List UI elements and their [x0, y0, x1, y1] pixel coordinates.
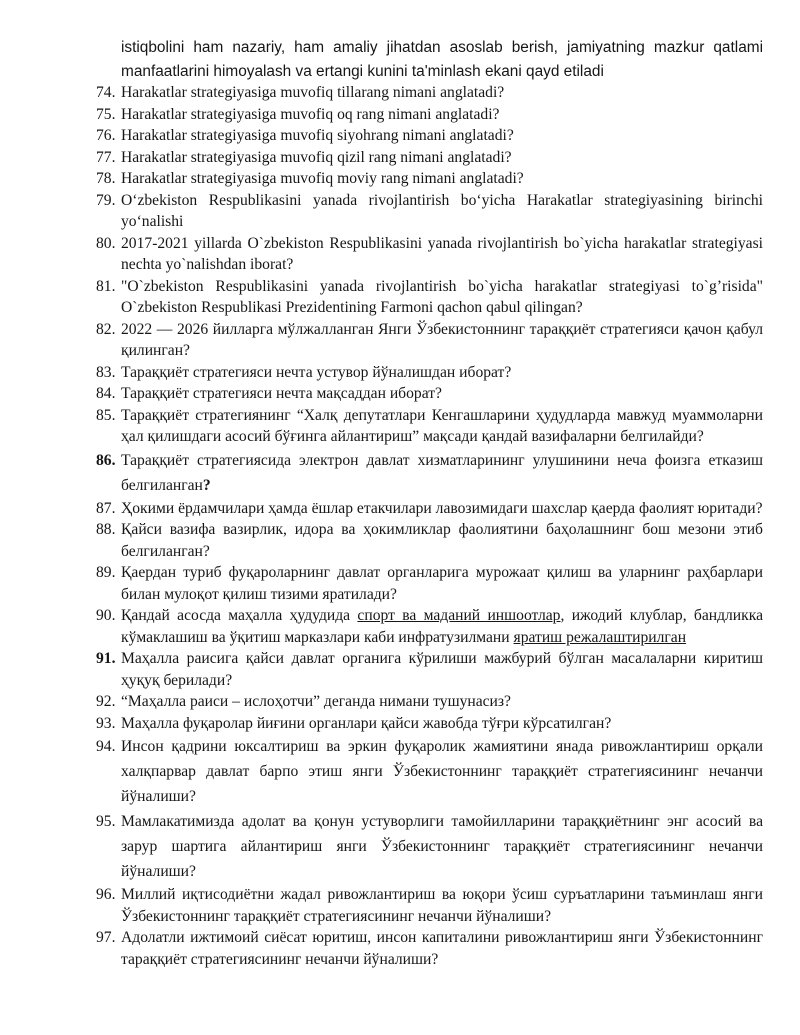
question-text: Қайси вазифа вазирлик, идора ва ҳокимликлар фаолиятини баҳолашнинг бош мезони этиб белгиланган?	[121, 521, 763, 560]
question-number: 86.	[96, 451, 116, 469]
intro-paragraph: istiqbolini ham nazariy, ham amaliy jihatdan asoslab berish, jamiyatning mazkur qatlami manfaatlarini himoyalash va ertangi kunini ta'minlash ekani qayd etiladi	[121, 39, 763, 80]
question-text: “Маҳалла раиси – ислоҳотчи” деганда нимани тушунасиз?	[121, 693, 511, 710]
question-number: 74.	[96, 84, 116, 101]
question-text: Тараққиёт стратегиясида электрон давлат хизматларининг улушинини неча фоизга етказиш белгиланган	[121, 451, 763, 494]
question-item	[0, 562, 763, 605]
question-item	[0, 648, 763, 691]
question-number: 80.	[96, 234, 116, 252]
question-text-part: , ижодий клублар, бандликка кўмаклашиш ва ўқитиш марказлари каби инфратузилмани	[121, 607, 763, 646]
question-number: 83.	[96, 363, 116, 381]
question-item	[0, 168, 763, 190]
question-item	[0, 190, 763, 233]
question-item	[0, 519, 763, 562]
question-item	[0, 734, 763, 809]
question-text: Harakatlar strategiyasiga muvofiq qizil rang nimani anglatadi?	[121, 148, 512, 166]
underlined-phrase: спорт ва маданий иншоотлар	[357, 607, 561, 624]
question-text: Тараққиёт стратегияси нечта устувор йўналишдан иборат?	[121, 363, 512, 381]
question-number: 90.	[96, 607, 116, 624]
question-number: 81.	[96, 277, 116, 295]
question-mark: ?	[202, 476, 211, 494]
question-item	[0, 691, 763, 713]
question-text: Тараққиёт стратегияси нечта мақсаддан иборат?	[121, 385, 442, 402]
question-number: 82.	[96, 320, 116, 338]
question-text: Маҳалла раисига қайси давлат органига кўрилиши мажбурий бўлган масалаларни киритиш ҳуқуқ берилади?	[121, 650, 763, 689]
question-text: Маҳалла фуқаролар йиғини органлари қайси жавобда тўғри кўрсатилган?	[121, 714, 612, 732]
question-text: Мамлакатимизда адолат ва қонун устуворлиги тамойилларини тараққиётнинг энг асосий ва зарур шартига айлантириш янги Ўзбекистоннинг тараққиёт стратегиясининг нечанчи йўналиши?	[121, 813, 763, 880]
question-text: Ҳокими ёрдамчилари ҳамда ёшлар етакчилари лавозимидаги шахслар қаерда фаолият юритади?	[121, 499, 763, 517]
question-number: 84.	[96, 385, 116, 402]
question-text: Инсон қадрини юксалтириш ва эркин фуқаролик жамиятини янада ривожлантириш орқали халқпарвар давлат барпо этиш янги Ўзбекистоннинг тараққиёт стратегиясининг нечанчи йўналиши?	[121, 738, 763, 805]
underlined-phrase: яратиш режалаштирилган	[513, 628, 687, 646]
question-number: 92.	[96, 693, 116, 710]
question-text: Harakatlar strategiyasiga muvofiq moviy rang nimani anglatadi?	[121, 170, 524, 187]
question-number: 77.	[96, 148, 116, 166]
question-item	[0, 498, 763, 520]
question-number: 89.	[96, 564, 116, 581]
question-text: Миллий иқтисодиётни жадал ривожлантириш ва юқори ўсиш суръатларини таъминлаш янги Ўзбекистоннинг тараққиёт стратегиясининг нечанчи йўналиши?	[121, 886, 763, 925]
question-number: 95.	[96, 813, 116, 830]
question-text-wrap	[121, 605, 763, 648]
question-text: 2022 — 2026 йилларга мўлжалланган Янги Ўзбекистоннинг тараққиёт стратегияси қачон қабул қилинган?	[121, 320, 763, 359]
question-text-part: Қандай асосда маҳалла ҳудудида	[121, 607, 358, 624]
question-number: 85.	[96, 406, 116, 424]
question-item	[0, 383, 763, 405]
question-text: Тараққиёт стратегиянинг “Халқ депутатлари Кенгашларини ҳудудларда мавжуд муаммоларни ҳал қилишдаги асосий бўғинга айлантириш” мақсади қандай вазифаларни белгилайди?	[121, 406, 763, 445]
question-number: 94.	[96, 738, 116, 755]
question-item	[0, 809, 763, 884]
question-item	[0, 233, 763, 276]
question-list	[0, 82, 800, 970]
question-text: Harakatlar strategiyasiga muvofiq tillarang nimani anglatadi?	[121, 84, 505, 101]
question-text: O‘zbekiston Respublikasini yanada rivojlantirish bo‘yicha Harakatlar strategiyasining birinchi yo‘nalishi	[121, 191, 763, 230]
question-item	[0, 125, 763, 147]
question-item	[0, 713, 763, 735]
question-item	[0, 362, 763, 384]
question-number: 96.	[96, 886, 116, 903]
question-item	[0, 405, 763, 448]
question-text: Адолатли ижтимоий сиёсат юритиш, инсон капиталини ривожлантириш янги Ўзбекистоннинг тараққиёт стратегиясининг нечанчи йўналиши?	[121, 929, 763, 968]
question-item	[0, 147, 763, 169]
question-number: 76.	[96, 127, 116, 144]
question-item	[0, 884, 763, 927]
question-number: 75.	[96, 105, 116, 123]
question-text: Қаердан туриб фуқароларнинг давлат органларига мурожаат қилиш ва уларнинг раҳбарлари билан мулоқот қилиш тизими яратилади?	[121, 564, 763, 603]
question-number: 93.	[96, 714, 116, 732]
question-number: 91.	[96, 650, 116, 667]
question-text-wrap	[121, 448, 763, 498]
question-number: 88.	[96, 521, 116, 538]
question-text: "O`zbekiston Respublikasini yanada rivojlantirish bo`yicha harakatlar strategiyasi to`g’risida" O`zbekiston Respublikasi Prezidentining Farmoni qachon qabul qilingan?	[121, 277, 763, 316]
question-number: 78.	[96, 170, 116, 187]
question-item	[0, 605, 763, 648]
question-text: Harakatlar strategiyasiga muvofiq oq rang nimani anglatadi?	[121, 105, 500, 123]
question-item	[0, 448, 763, 498]
question-item	[0, 82, 763, 104]
question-text: 2017-2021 yillarda O`zbekiston Respublikasini yanada rivojlantirish bo`yicha harakatlar strategiyasi nechta yo`nalishdan iborat?	[121, 234, 763, 273]
question-text: Harakatlar strategiyasiga muvofiq siyohrang nimani anglatadi?	[121, 127, 514, 144]
question-item	[0, 927, 763, 970]
question-number: 87.	[96, 499, 116, 517]
question-item	[0, 319, 763, 362]
question-number: 79.	[96, 191, 116, 209]
question-item	[0, 104, 763, 126]
question-item	[0, 276, 763, 319]
question-number: 97.	[96, 929, 116, 946]
